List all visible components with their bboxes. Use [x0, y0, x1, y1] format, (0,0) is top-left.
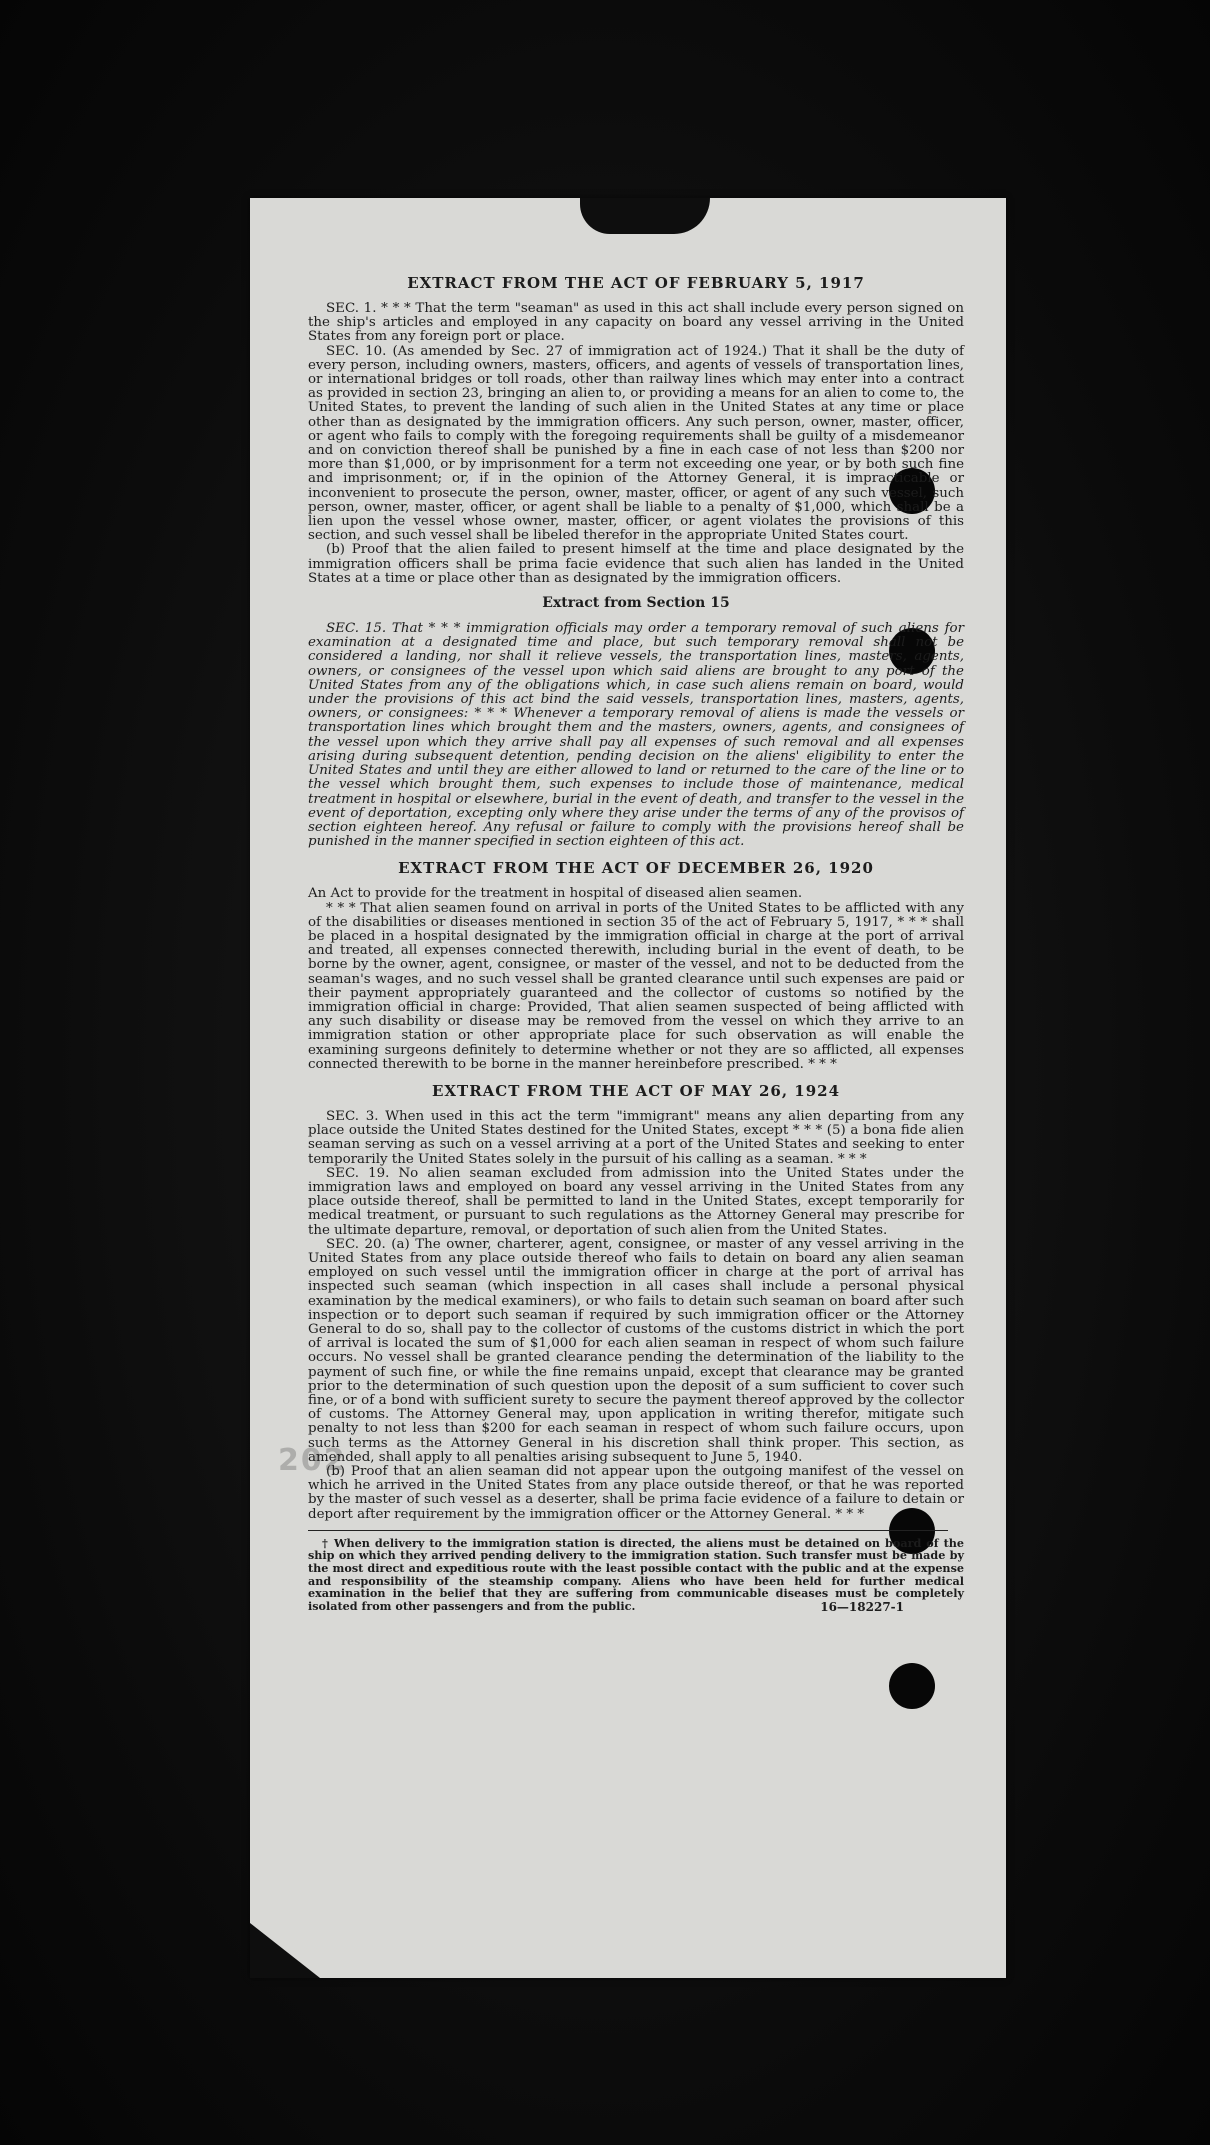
heading-act-1917: EXTRACT FROM THE ACT OF FEBRUARY 5, 1917	[407, 274, 865, 292]
footnote: † When delivery to the immigration station is directed, the aliens must be detained on board of the ship on which they arrived pending delivery to the immigration station. Such transfer must be made by the most direct and expeditious route with the least possible contact with the public and at the expense and responsibility of the steamship company. Aliens who have been held for further medical examination in the belief that they are suffering from communicable diseases must be completely isolated from other passengers and from the public.	[308, 1535, 964, 1613]
heading-act-1920: EXTRACT FROM THE ACT OF DECEMBER 26, 1920	[398, 859, 874, 878]
punch-hole	[889, 1663, 935, 1709]
section-20a: SEC. 20. (a) The owner, charterer, agent, consignee, or master of any vessel arriving in the United States from any place outside thereof who fails to detain on board any alien seaman employed on such vessel until the immigration officer in charge at the port of arrival has inspected such seaman (which inspection in all cases shall include a personal physical examination by the medical examiners), or who fails to detain such seaman on board after such inspection or to deport such seaman if required by such immigration officer or the Attorney General to do so, shall pay to the collector of customs of the customs district in which the port of arrival is located the sum of $1,000 for each alien seaman in respect of whom such failure occurs. No vessel shall be granted clearance pending the determination of the liability to the payment of such fine, or while the fine remains unpaid, except that clearance may be granted prior to the determination of such question upon the deposit of a sum sufficient to cover such fine, or of a bond with sufficient surety to secure the payment thereof approved by the collector of customs. The Attorney General may, upon application in writing therefor, mitigate such penalty to not less than $200 for each seaman in respect of whom such failure occurs, upon such terms as the Attorney General in his discretion shall think proper. This section, as amended, shall apply to all penalties arising subsequent to June 5, 1940.	[308, 1236, 964, 1465]
folded-corner	[250, 1923, 320, 1978]
document-content	[308, 274, 964, 1614]
torn-edge	[580, 198, 710, 234]
section-1: SEC. 1. * * * That the term "seaman" as used in this act shall include every person signed on the ship's articles and employed in any capacity on board any vessel arriving in the United States from any foreign port or place.	[308, 301, 964, 345]
section-20b: (b) Proof that an alien seaman did not appear upon the outgoing manifest of the vessel on which he arrived in the United States from any place outside thereof, or that he was reported by the master of such vessel as a deserter, shall be prima facie evidence of a failure to detain or deport after requirement by the immigration officer or the Attorney General. * * *	[308, 1464, 964, 1522]
section-15: SEC. 15. That * * * immigration officials may order a temporary removal of such aliens for examination at a designated time and place, but such temporary removal shall not be considered a landing, nor shall it relieve vessels, the transportation lines, masters, agents, owners, or consignees of the vessel upon which said aliens are brought to any port of the United States from any of the obligations which, in case such aliens remain on board, would under the provisions of this act bind the said vessels, transportation lines, masters, agents, owners, or consignees: * * * Whenever a temporary removal of aliens is made the vessels or transportation lines which brought them and the masters, owners, agents, and consignees of the vessel upon which they arrive shall pay all expenses of such removal and all expenses arising during subsequent detention, pending decision on the aliens' eligibility to enter the United States and until they are either allowed to land or returned to the care of the line or to the vessel which brought them, such expenses to include those of maintenance, medical treatment in hospital or elsewhere, burial in the event of death, and transfer to the vessel in the event of deportation, excepting only where they arise under the terms of any of the provisos of section eighteen hereof. Any refusal or failure to comply with the provisions hereof shall be punished in the manner specified in section eighteen of this act.	[308, 621, 964, 850]
section-10b: (b) Proof that the alien failed to present himself at the time and place designated by the immigration officers shall be prima facie evidence that such alien has landed in the United States at a time or place other than as designated by the immigration officers.	[308, 542, 964, 586]
faint-stamp: 202	[278, 1443, 347, 1478]
section-3: SEC. 3. When used in this act the term "immigrant" means any alien departing from any place outside the United States destined for the United States, except * * * (5) a bona fide alien seaman serving as such on a vessel arriving at a port of the United States and seeking to enter temporarily the United States solely in the pursuit of his calling as a seaman. * * *	[308, 1108, 964, 1167]
section-10: SEC. 10. (As amended by Sec. 27 of immigration act of 1924.) That it shall be the duty of every person, including owners, masters, officers, and agents of vessels of transportation lines, or international bridges or toll roads, other than railway lines which may enter into a contract as provided in section 23, bringing an alien to, or providing a means for an alien to come to, the United States, to prevent the landing of such alien in the United States at any time or place other than as designated by the immigration officers. Any such person, owner, master, officer, or agent who fails to comply with the foregoing requirements shall be guilty of a misdemeanor and on conviction thereof shall be punished by a fine in each case of not less than $200 nor more than $1,000, or by imprisonment for a term not exceeding one year, or by both such fine and imprisonment; or, if in the opinion of the Attorney General, it is impracticable or inconvenient to prosecute the person, owner, master, officer, or agent of any such vessel, such person, owner, master, officer, or agent shall be liable to a penalty of $1,000, which shall be a lien upon the vessel whose owner, master, officer, or agent violates the provisions of this section, and such vessel shall be libeled therefor in the appropriate United States court.	[308, 343, 964, 544]
heading-section-15: Extract from Section 15	[542, 595, 730, 612]
form-code: 16—18227-1	[820, 1600, 904, 1615]
footnote-divider	[308, 1530, 948, 1531]
section-19: SEC. 19. No alien seaman excluded from admission into the United States under the immigration laws and employed on board any vessel arriving in the United States from any place outside thereof, shall be permitted to land in the United States, except temporarily for medical treatment, or pursuant to such regulations as the Attorney General may prescribe for the ultimate departure, removal, or deportation of such alien from the United States.	[308, 1165, 964, 1238]
act-1920-body: * * * That alien seamen found on arrival in ports of the United States to be afflicted with any of the disabilities or diseases mentioned in section 35 of the act of February 5, 1917, * * * shall be placed in a hospital designated by the immigration official in charge at the port of arrival and treated, all expenses connected therewith, including burial in the event of death, to be borne by the owner, agent, consignee, or master of the vessel, and not to be deducted from the seaman's wages, and no such vessel shall be granted clearance until such expenses are paid or their payment appropriately guaranteed and the collector of customs so notified by the immigration official in charge: Provided, That alien seamen suspected of being afflicted with any such disability or disease may be removed from the vessel on which they arrive to an immigration station or other appropriate place for such observation as will enable the examining surgeons definitely to determine whether or not they are so afflicted, all expenses connected therewith to be borne in the manner hereinbefore prescribed. * * *	[308, 900, 964, 1072]
act-1920-title: An Act to provide for the treatment in hospital of diseased alien seamen.	[308, 886, 803, 902]
heading-act-1924: EXTRACT FROM THE ACT OF MAY 26, 1924	[431, 1081, 841, 1100]
document-sheet	[250, 198, 1006, 1978]
